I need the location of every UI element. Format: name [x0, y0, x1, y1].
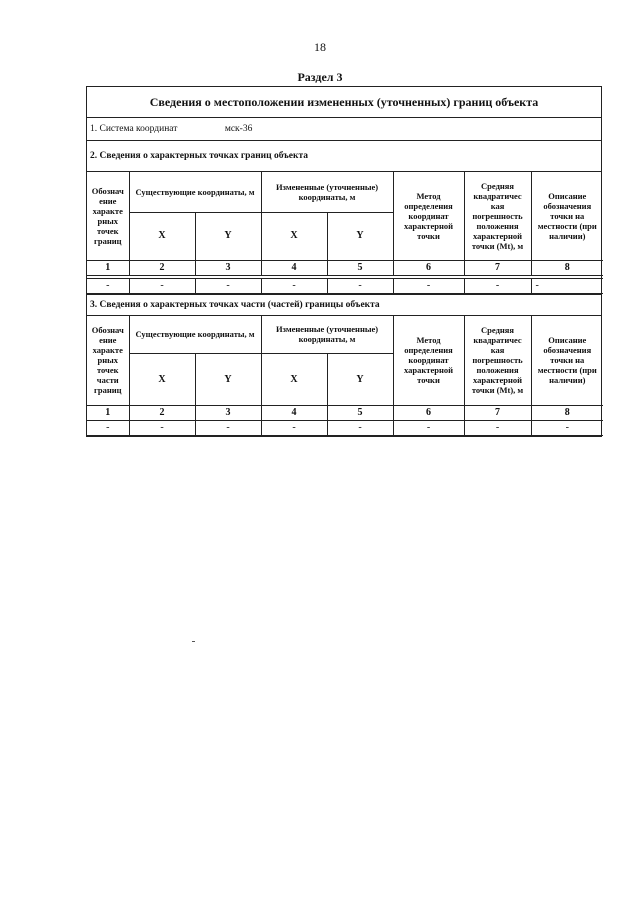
- block3-title: 3. Сведения о характерных точках части (частей) границы объекта: [87, 294, 601, 316]
- header-y-changed: Y: [327, 212, 393, 260]
- coordinate-system-row: [87, 118, 601, 141]
- table-cell: -: [393, 278, 464, 293]
- column-number: 2: [129, 406, 195, 421]
- table-cell: -: [531, 278, 603, 293]
- column-number: 4: [261, 406, 327, 421]
- header-method: Метод определения координат характерной точки: [393, 316, 464, 406]
- section-title: Раздел 3: [297, 70, 343, 84]
- header-changed-coords: Измененные (уточненные) координаты, м: [261, 316, 393, 354]
- header-x-existing: X: [129, 354, 195, 406]
- table-cell: -: [195, 278, 261, 293]
- block2-title: 2. Сведения о характерных точках границ объекта: [87, 141, 601, 172]
- header-point-designation: Обознач ение характе рных точек границ: [87, 172, 129, 260]
- block2-points-table: [87, 172, 603, 294]
- column-number: 4: [261, 260, 327, 275]
- section-3-table: [86, 86, 602, 437]
- header-method: Метод определения координат характерной точки: [393, 172, 464, 260]
- column-number: 8: [531, 260, 603, 275]
- coordinate-system-value: мск-36: [224, 124, 253, 134]
- header-x-changed: X: [261, 212, 327, 260]
- column-number: 7: [464, 260, 531, 275]
- table-cell: -: [87, 278, 129, 293]
- header-rms-error: Средняя квадратичес кая погрешность положения характерной точки (Mt), м: [464, 172, 531, 260]
- column-number: 1: [87, 406, 129, 421]
- table-cell: -: [464, 278, 531, 293]
- column-number: 1: [87, 260, 129, 275]
- table-cell: -: [261, 278, 327, 293]
- header-existing-coords: Существующие координаты, м: [129, 316, 261, 354]
- table-cell: -: [393, 421, 464, 436]
- header-changed-coords: Измененные (уточненные) координаты, м: [261, 172, 393, 212]
- table-cell: -: [261, 421, 327, 436]
- table-cell: -: [464, 421, 531, 436]
- header-rms-error: Средняя квадратичес кая погрешность положения характерной точки (Mt), м: [464, 316, 531, 406]
- table-row: [87, 278, 603, 293]
- column-numbers-row: [87, 260, 603, 275]
- main-title: Сведения о местоположении измененных (уточненных) границ объекта: [87, 87, 601, 118]
- table-cell: -: [531, 421, 603, 436]
- header-description: Описание обозначения точки на местности (при наличии): [531, 316, 603, 406]
- header-existing-coords: Существующие координаты, м: [129, 172, 261, 212]
- column-number: 3: [195, 406, 261, 421]
- column-number: 6: [393, 406, 464, 421]
- header-point-designation: Обознач ение характе рных точек части границ: [87, 316, 129, 406]
- column-number: 8: [531, 406, 603, 421]
- table-cell: -: [327, 278, 393, 293]
- header-y-existing: Y: [195, 212, 261, 260]
- table-cell: -: [87, 421, 129, 436]
- header-description: Описание обозначения точки на местности (при наличии): [531, 172, 603, 260]
- scan-speck: [192, 641, 195, 642]
- column-number: 5: [327, 406, 393, 421]
- column-numbers-row: [87, 406, 603, 421]
- table-cell: -: [129, 278, 195, 293]
- header-x-existing: X: [129, 212, 195, 260]
- header-x-changed: X: [261, 354, 327, 406]
- table-cell: -: [327, 421, 393, 436]
- column-number: 3: [195, 260, 261, 275]
- table-cell: -: [195, 421, 261, 436]
- header-y-existing: Y: [195, 354, 261, 406]
- column-number: 5: [327, 260, 393, 275]
- coordinate-system-label: 1. Система координат: [90, 124, 178, 134]
- table-cell: -: [129, 421, 195, 436]
- table-row: [87, 421, 603, 436]
- column-number: 7: [464, 406, 531, 421]
- column-number: 2: [129, 260, 195, 275]
- page-number: 18: [314, 40, 326, 54]
- header-y-changed: Y: [327, 354, 393, 406]
- column-number: 6: [393, 260, 464, 275]
- block3-points-table: [87, 316, 603, 437]
